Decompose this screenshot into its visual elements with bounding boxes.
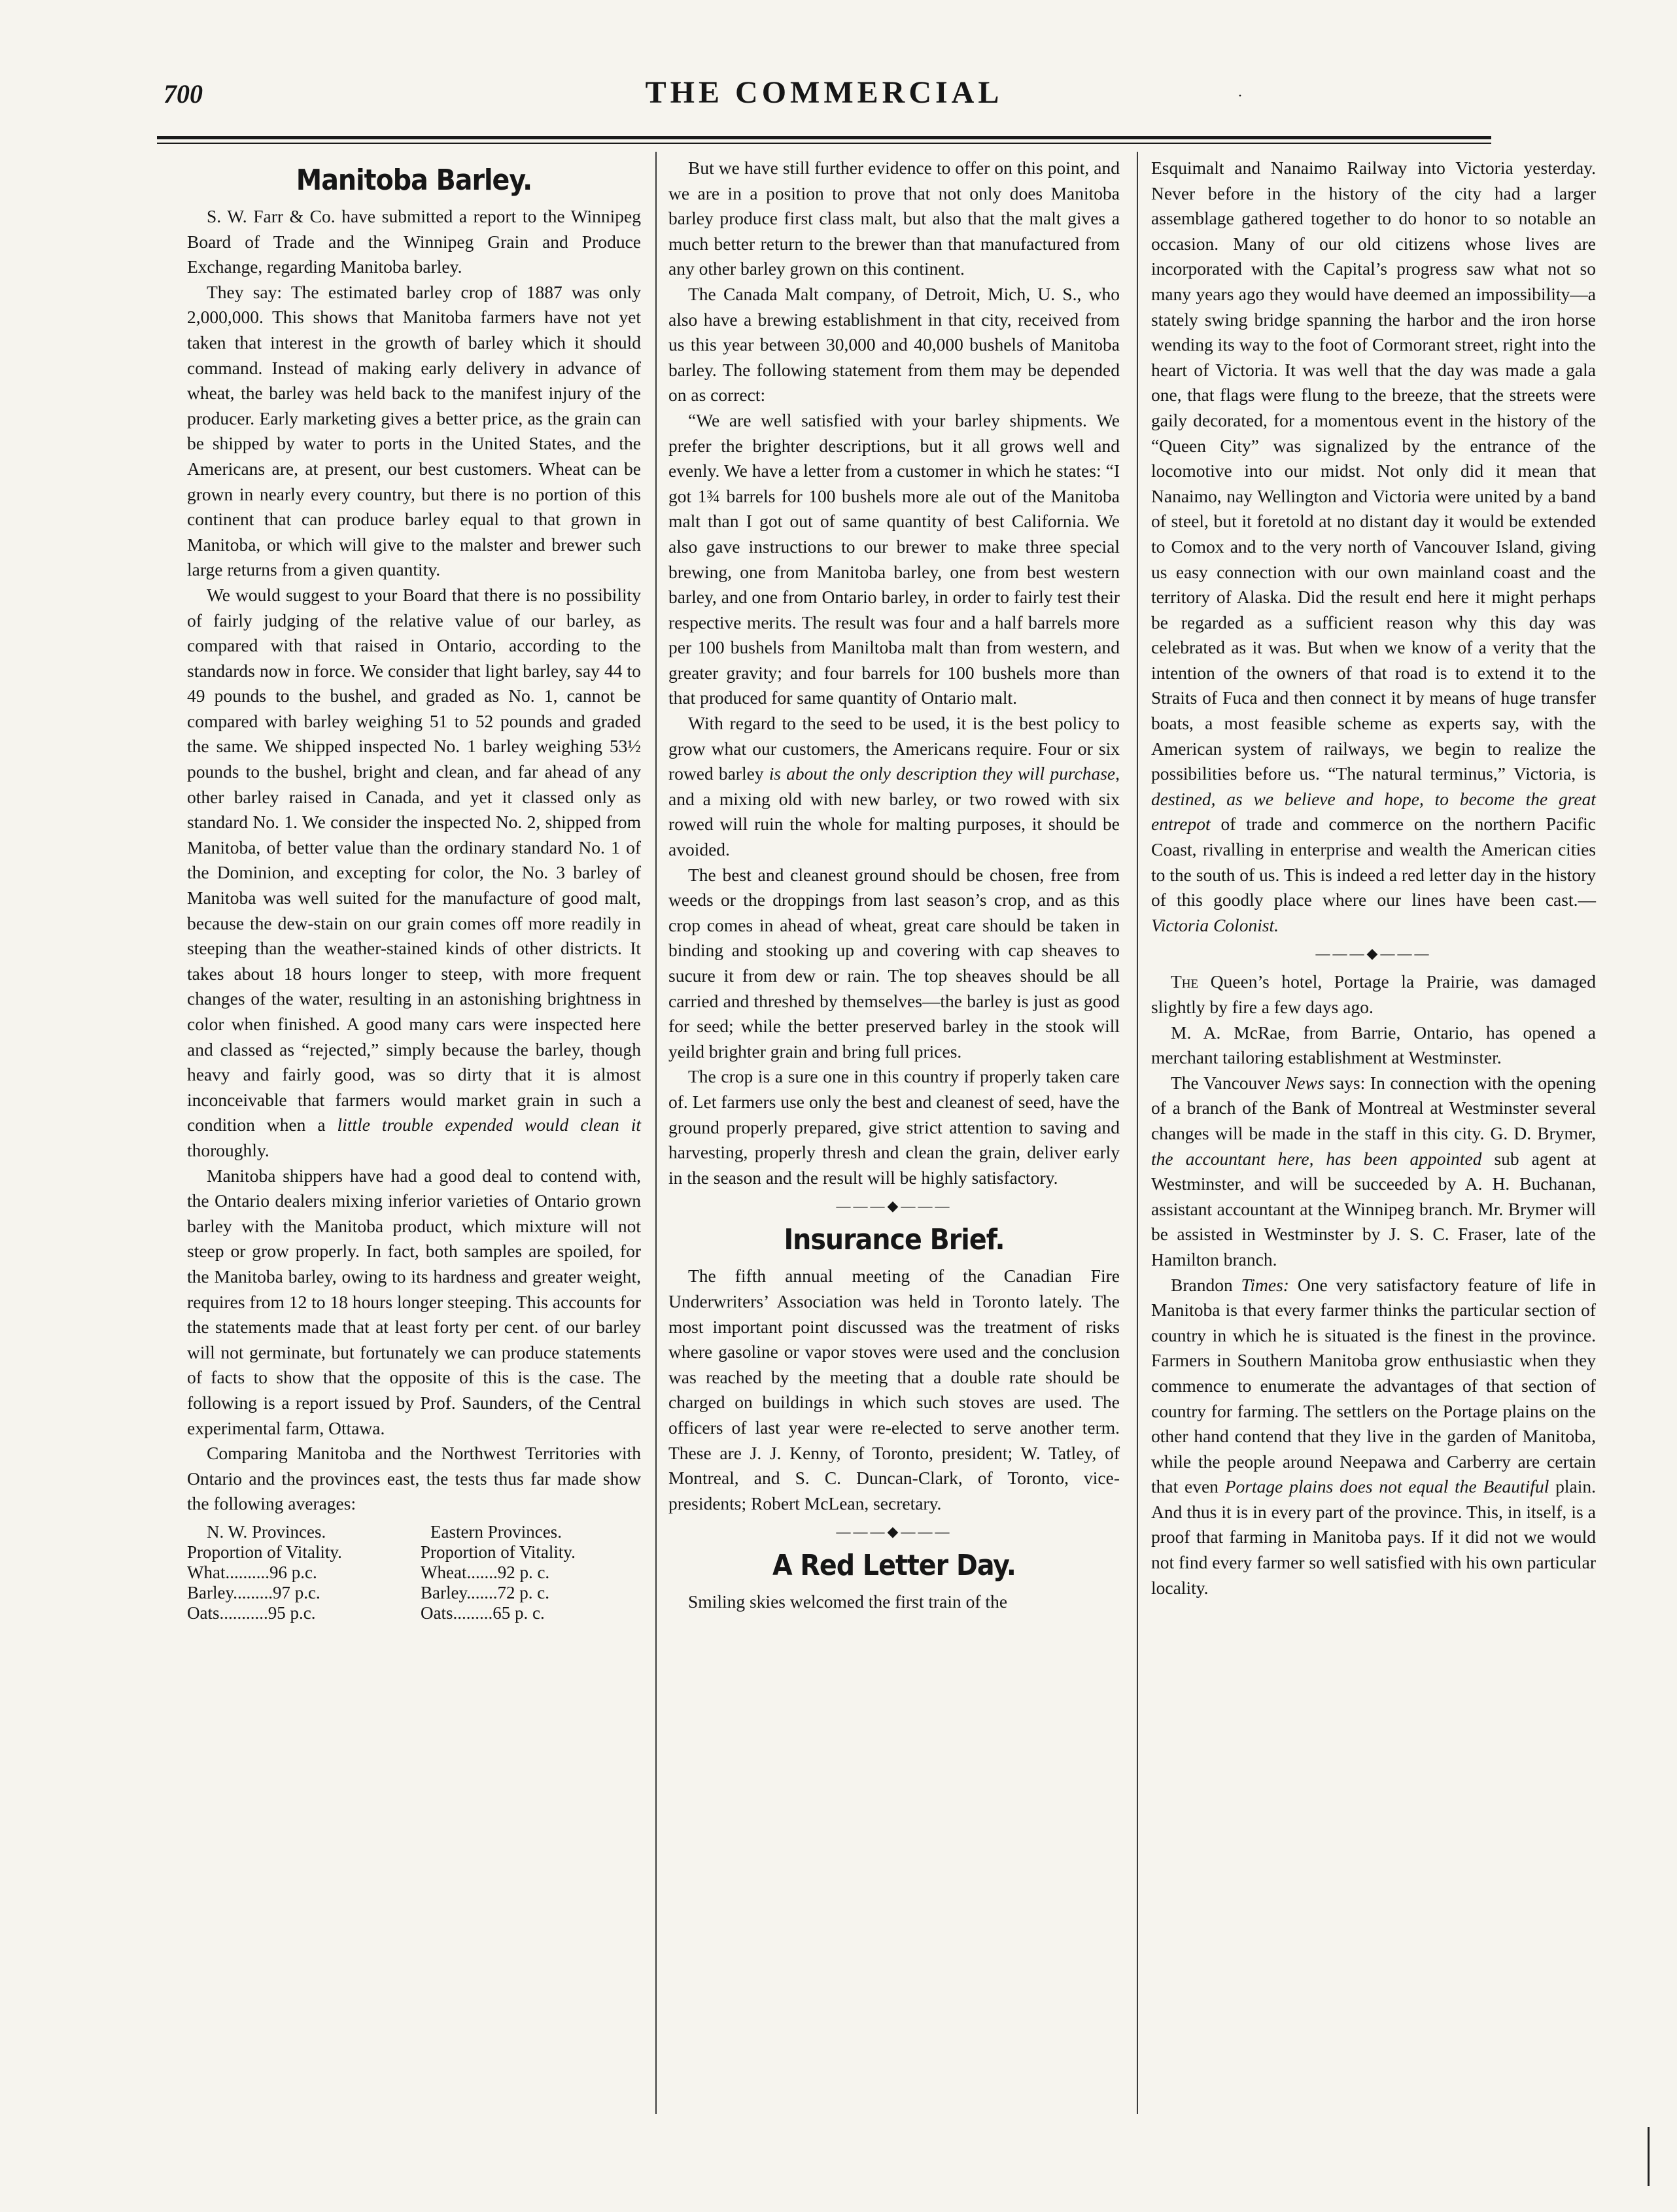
section-separator: ———◆——— xyxy=(836,1523,952,1540)
news-item xyxy=(1151,1273,1596,1601)
italic-text: little trouble expended would clean it xyxy=(337,1115,641,1135)
article-paragraph xyxy=(1151,156,1596,938)
newspaper-name: Times: xyxy=(1241,1274,1289,1295)
article-paragraph: Smiling skies welcomed the first train of the xyxy=(688,1591,1008,1612)
text-run: Esquimalt and Nanaimo Railway into Victoria yesterday. Never before in the history of the city had a larger assemblage gathered together to do honor to so notable an occasion. Many of our old citizens whose lives are incorporated with the Capital’s progress saw what not so many years ago they would have deemed an impossibility—a stately swing bridge spanning the harbor and the iron horse wending its way to the foot of Cormorant street, right into the heart of Victoria. It was well that the day was made a gala one, that flags were flung to the breeze, that the streets were gaily decorated, for a momentous event in the history of the “Queen City” was signalized by the entrance of the locomotive into our midst. Not only did it mean that Nanaimo, nay Wellington and Victoria were united by a band of steel, but it foretold at no distant day it would be extended to Comox and to the very north of Vancouver Island, giving us easy connection with our own mainland coast and the territory of Alaska. Did the result end here it might perhaps be regarded as a sufficient reason why this day was celebrated as it was. But when we know of a verity that the intention of the owners of that road is to extend it to the Straits of Fuca and then connect it by means of huge transfer boats, a most feasible scheme as experts say, with the American system of railways, we begin to realize the possibilities before us. “The natural terminus,” Victoria, is xyxy=(1151,158,1596,784)
newspaper-title: THE COMMERCIAL xyxy=(645,75,1003,110)
header-rule xyxy=(157,136,1491,139)
italic-text: destined, as we believe and hope, to become the great entrepot xyxy=(1151,788,1596,835)
text-run: Queen’s hotel, Portage la Prairie, was damaged slightly by fire a few days ago. xyxy=(1151,971,1596,1017)
article-paragraph: They say: The estimated barley crop of 1887 was only 2,000,000. This shows that Manitoba farmers have not yet taken that interest in the growth of barley which it should command. Instead of making early delivery in advance of wheat, the barley was held back to the manifest injury of the producer. Early marketing gives a better price, as the grain can be shipped by water to ports in the United States, and the Americans are, at present, our best customers. Wheat can be grown in nearly every country, but there is no portion of this continent that can produce barley equal to that grown in Manitoba, or which will give to the malster and brewer such large returns from a given quantity. xyxy=(187,281,641,580)
table-row xyxy=(187,1563,641,1583)
table-row xyxy=(187,1583,641,1603)
news-item: M. A. McRae, from Barrie, Ontario, has opened a merchant tailoring establishment at Westminster. xyxy=(1151,1022,1596,1068)
column-divider-1 xyxy=(655,152,657,2114)
article-paragraph: The Canada Malt company, of Detroit, Mich, U. S., who also have a brewing establishment in that city, received from us this year between 30,000 and 40,000 bushels of Manitoba barley. The following statement from them may be depended on as correct: xyxy=(668,283,1120,406)
table-cell: Oats.........65 p. c. xyxy=(421,1602,545,1623)
article-paragraph: But we have still further evidence to offer on this point, and we are in a position to prove that not only does Manitoba barley produce first class malt, but also that the malt gives a much better return to the brewer than that manufactured from any other barley grown on this continent. xyxy=(668,158,1120,279)
news-item xyxy=(1151,1071,1596,1273)
headline-insurance-brief: Insurance Brief. xyxy=(784,1223,1005,1257)
text-run: Brandon xyxy=(1171,1274,1233,1295)
table-row xyxy=(187,1603,641,1623)
article-paragraph: Comparing Manitoba and the Northwest Territories with Ontario and the provinces east, the tests thus far made show the following averages: xyxy=(187,1443,641,1514)
table-header-left: N. W. Provinces. xyxy=(207,1521,326,1542)
column-1 xyxy=(187,156,641,1623)
section-separator: ———◆——— xyxy=(836,1198,952,1215)
text-run: sub agent at Westminster, and will be succeeded by A. H. Buchanan, assistant accountant at the Winnipeg branch. Mr. Brymer will be assisted in Westminster by J. S. C. Fraser, late of the Hamilton branch. xyxy=(1151,1148,1597,1270)
table-subheader-row xyxy=(187,1542,641,1563)
article-paragraph xyxy=(668,711,1120,863)
masthead xyxy=(157,75,1491,131)
table-subheader-left: Proportion of Vitality. xyxy=(187,1542,342,1562)
table-cell: Barley.......72 p. c. xyxy=(421,1582,549,1602)
news-item xyxy=(1151,969,1596,1020)
table-subheader-right: Proportion of Vitality. xyxy=(421,1542,576,1562)
table-header-row xyxy=(187,1522,641,1542)
column-2 xyxy=(668,156,1120,1615)
source-credit: Victoria Colonist. xyxy=(1151,914,1279,935)
vitality-table xyxy=(187,1522,641,1623)
table-cell: What..........96 p.c. xyxy=(187,1562,317,1582)
italic-text: is about the only description they will purchase, xyxy=(769,763,1120,784)
article-paragraph: Manitoba shippers have had a good deal to contend with, the Ontario dealers mixing inferior varieties of Ontario grown barley with the Manitoba product, which mixture will not steep or grow properly. In fact, both samples are spoiled, for the Manitoba barley, owing to its hardness and greater weight, requires from 12 to 18 hours longer steeping. This accounts for the statements made that at least forty per cent. of our barley will not germinate, but fortunately we can produce statements of facts to show that the opposite of this is the case. The following is a report issued by Prof. Saunders, of the Central experimental farm, Ottawa. xyxy=(187,1165,641,1438)
print-mark: · xyxy=(1237,88,1243,105)
text-run: plain. And thus it is in every part of the province. This, in itself, is a proof that farming in Manitoba pays. If it did not we would not find every farmer so well satisfied with his own particular locality. xyxy=(1151,1476,1597,1598)
italic-text: Portage plains does not equal the Beautiful xyxy=(1224,1476,1549,1497)
print-bar-mark xyxy=(1648,2127,1650,2186)
headline-manitoba-barley: Manitoba Barley. xyxy=(296,164,532,197)
article-paragraph: S. W. Farr & Co. have submitted a report to the Winnipeg Board of Trade and the Winnipeg Grain and Produce Exchange, regarding Manitoba barley. xyxy=(187,206,641,277)
section-separator: ———◆——— xyxy=(1315,945,1432,962)
text-run: of trade and commerce on the northern Pacific Coast, rivalling in enterprise and wealth the American cities to the south of us. This is indeed a red letter day in the history of this goodly place where our lines have been cast.— xyxy=(1151,814,1596,910)
table-cell: Barley.........97 p.c. xyxy=(187,1582,320,1602)
text-run: We would suggest to your Board that there is no possibility of fairly judging of the relative value of our barley, as compared with that raised in Ontario, according to the standards now in force. We consider that light barley, say 44 to 49 pounds to the bushel, and graded as No. 1, cannot be compared with barley weighing 51 to 52 pounds and graded the same. We shipped inspected No. 1 barley weighing 53½ pounds to the bushel, bright and clean, and far ahead of any other barley raised in Canada, and yet it classed only as standard No. 1. We consider the inspected No. 2, shipped from Manitoba, of better value than the ordinary standard No. 1 of the Dominion, and excepting for color, the No. 3 barley of Manitoba was well suited for the manufacture of good malt, because the dew-stain on our grain comes off more readily in steeping than the weather-stained kinds of other districts. It takes about 18 hours longer to steep, with more frequent changes of the water, resulting in an astonishing brightness in color when finished. A good many cars were inspected here and classed as “rejected,” simply because the barley, though heavy and fairly good, was so dirty that it is almost inconceivable that farmers would market grain in such a condition when a xyxy=(187,584,641,1135)
text-run: thoroughly. xyxy=(187,1139,269,1160)
headline-red-letter-day: A Red Letter Day. xyxy=(772,1549,1016,1583)
article-paragraph: The fifth annual meeting of the Canadian Fire Underwriters’ Association was held in Toronto lately. The most important point discussed was the treatment of risks where gasoline or vapor stoves were used and the conclusion was reached by the meeting that a double rate should be charged on buildings in which such stoves are used. The officers of last year were re-elected to serve another term. These are J. J. Kenny, of Toronto, president; W. Tatley, of Montreal, and S. C. Duncan-Clark, of Toronto, vice-presidents; Robert McLean, secretary. xyxy=(668,1266,1120,1513)
article-paragraph xyxy=(187,583,641,1164)
table-cell: Oats...........95 p.c. xyxy=(187,1602,316,1623)
newspaper-name: News xyxy=(1285,1072,1324,1093)
header-rule-thin xyxy=(157,143,1491,144)
table-cell: Wheat.......92 p. c. xyxy=(421,1562,550,1582)
text-run: says: In connection with the opening of a branch of the Bank of Montreal at Westminster several changes will be made in the staff in this city. G. D. Brymer, xyxy=(1151,1072,1597,1143)
text-run: One very satisfactory feature of life in Manitoba is that every farmer thinks the particular section of country in which he is situated is the finest in the province. Farmers in Southern Manitoba grow enthusiastic when they commence to enumerate the advantages of that section of country for farming. The settlers on the Portage plains on the other hand contend that they live in the garden of Manitoba, while the people around Neepawa and Carberry are certain that even xyxy=(1151,1274,1597,1497)
column-3 xyxy=(1151,156,1596,1600)
table-header-right: Eastern Provinces. xyxy=(430,1521,562,1542)
lead-word: The xyxy=(1171,971,1199,992)
page-number: 700 xyxy=(164,79,203,109)
article-paragraph: The best and cleanest ground should be chosen, free from weeds or the droppings from last season’s crop, and as this crop comes in ahead of wheat, great care should be taken in binding and stooking up and covering with cap sheaves to sucure it from dew or rain. The top sheaves should be all carried and threshed by themselves—the barley is just as good for seed; while the better preserved barley in the stook will yeild brighter grain and bring full prices. xyxy=(668,864,1120,1062)
text-run: With regard to the seed to be used, it is the best policy to grow what our customers, the Americans require. Four or six rowed barley xyxy=(668,713,1120,784)
article-paragraph: The crop is a sure one in this country if properly taken care of. Let farmers use only the best and cleanest of seed, have the ground properly prepared, give strict attention to saving and harvesting, properly thresh and clean the grain, deliver early in the season and the result will be highly satisfactory. xyxy=(668,1066,1120,1188)
text-run: and a mixing old with new barley, or two rowed with six rowed will ruin the whole for malting purposes, it should be avoided. xyxy=(668,788,1120,860)
quoted-statement: “We are well satisfied with your barley shipments. We prefer the brighter descriptions, but it all grows well and evenly. We have a letter from a customer in which he states: “I got 1¾ barrels for 100 bushels more ale out of the Manitoba malt than I got out of same quantity of best California. We also gave instructions to our brewer to make three special brewing, one from Manitoba barley, one from best western barley, and one from Ontario barley, in order to fairly test their respective merits. The result was four and a half barrels more per 100 bushels from Maniltoba malt than from western, and greater gravity; and four barrels for 100 bushels more than that produced for same quantity of Ontario malt. xyxy=(668,409,1120,708)
column-divider-2 xyxy=(1137,152,1138,2114)
text-run: The Vancouver xyxy=(1171,1072,1281,1093)
italic-text: the accountant here, has been appointed xyxy=(1151,1148,1482,1169)
